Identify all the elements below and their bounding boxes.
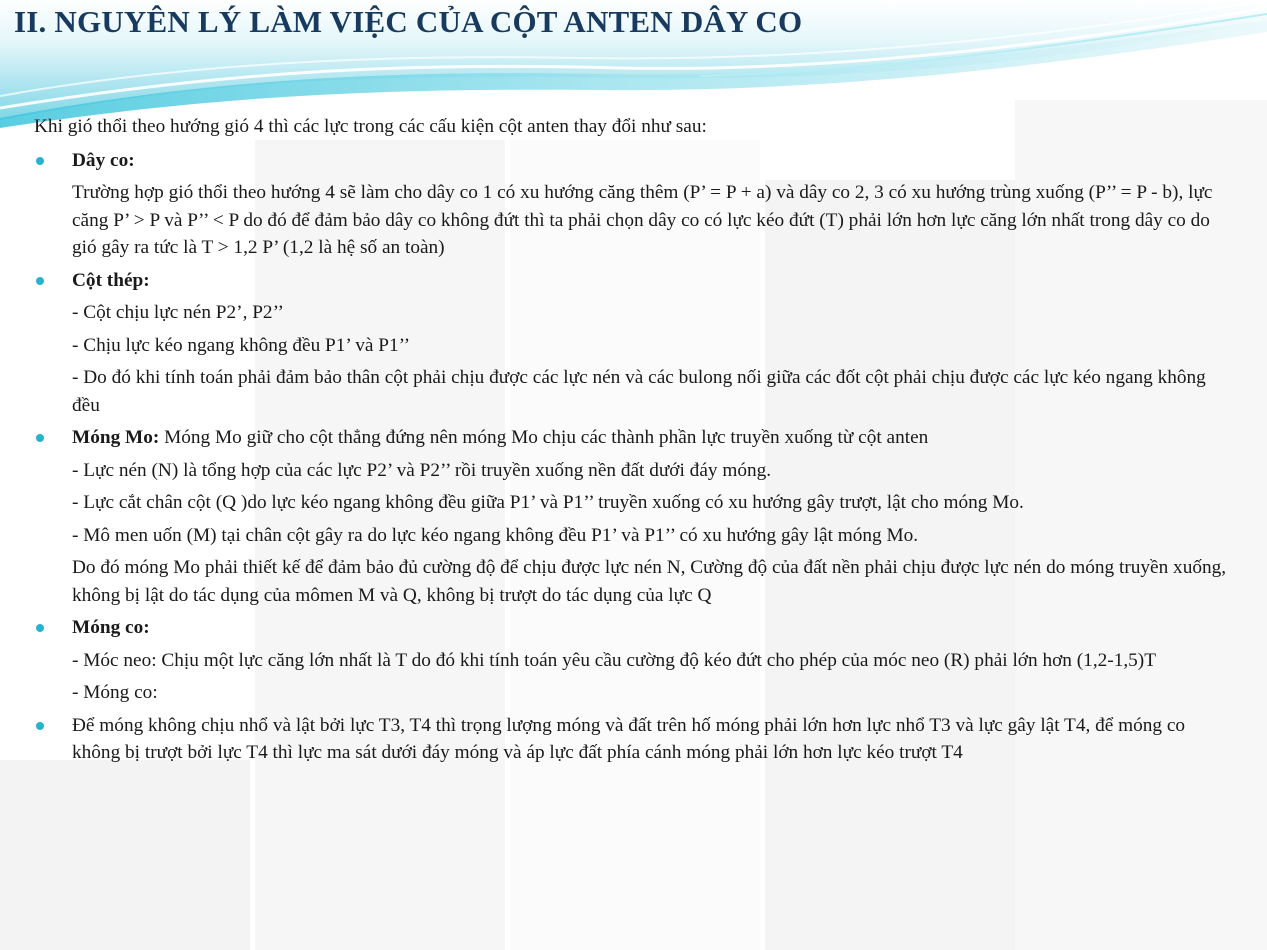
bullet-dot-icon [36, 434, 44, 442]
slide-content [34, 113, 1234, 772]
bullet-last [34, 712, 1234, 767]
mong-mo-item: - Mô men uốn (M) tại chân cột gây ra do lực kéo ngang không đều P1’ và P1’’ có xu hướng gây lật móng Mo. [72, 524, 919, 546]
bullet-dot-icon [36, 157, 44, 165]
mong-mo-lead: Móng Mo giữ cho cột thẳng đứng nên móng Mo chịu các thành phần lực truyền xuống từ cột anten [159, 427, 929, 448]
cot-thep-item: - Do đó khi tính toán phải đảm bảo thân cột phải chịu được các lực nén và các bulong nối giữa các đốt cột phải chịu được các lực kéo ngang không đều [72, 367, 1206, 416]
mong-co-item: - Móc neo: Chịu một lực căng lớn nhất là T do đó khi tính toán yêu cầu cường độ kéo đứt cho phép của móc neo (R) phải lớn hơn (1,2-1,5)T [72, 649, 1156, 671]
last-bullet-text: Để móng không chịu nhổ và lật bởi lực T3, T4 thì trọng lượng móng và đất trên hố móng phải lớn hơn lực nhổ T3 và lực gây lật T4, để móng co không bị trượt bởi lực T4 thì lực ma sát dưới đáy móng và áp lực đất phía cánh móng phải lớn hơn lực kéo trượt T4 [72, 714, 1186, 763]
bullet-label: Dây co: [72, 149, 135, 171]
bullet-dot-icon [36, 722, 44, 730]
mong-mo-item: - Lực cắt chân cột (Q )do lực kéo ngang không đều giữa P1’ và P1’’ truyền xuống có xu hướng gây trượt, lật cho móng Mo. [72, 492, 1024, 513]
bullet-label: Móng co: [72, 617, 150, 638]
intro-text: Khi gió thổi theo hướng gió 4 thì các lực trong các cấu kiện cột anten thay đổi như sau: [34, 116, 707, 137]
bullet-label: Móng Mo: [72, 427, 160, 448]
bullet-dot-icon [36, 277, 44, 285]
bullet-mong-co [34, 614, 1234, 642]
mong-co-item: - Móng co: [72, 682, 158, 703]
day-co-text: Trường hợp gió thổi theo hướng 4 sẽ làm cho dây co 1 có xu hướng căng thêm (P’ = P + a) và dây co 2, 3 có xu hướng trùng xuống (P’’ = P - b), lực căng P’ > P và P’’ < P do đó để đảm bảo dây co không đứt thì ta phải chọn dây co có lực kéo đứt (T) phải lớn hơn lực căng lớn nhất trong dây co do gió gây ra tức là T > 1,2 P’ (1,2 là hệ số an toàn) [72, 182, 1213, 258]
bullet-cot-thep [34, 267, 1234, 295]
mong-mo-item: Do đó móng Mo phải thiết kế để đảm bảo đủ cường độ để chịu được lực nén N, Cường độ của đất nền phải chịu được lực nén do móng truyền xuống, không bị lật do tác dụng của mômen M và Q, không bị trượt do tác dụng của lực Q [72, 557, 1227, 606]
bullet-label: Cột thép: [72, 269, 150, 291]
cot-thep-item: - Cột chịu lực nén P2’, P2’’ [72, 302, 284, 323]
bullet-day-co [34, 147, 1234, 175]
slide-title: II. NGUYÊN LÝ LÀM VIỆC CỦA CỘT ANTEN DÂY CO [14, 4, 803, 39]
bullet-dot-icon [36, 624, 44, 632]
bullet-mong-mo [34, 424, 1234, 452]
mong-mo-item: - Lực nén (N) là tổng hợp của các lực P2’ và P2’’ rồi truyền xuống nền đất dưới đáy móng. [72, 459, 772, 481]
cot-thep-item: - Chịu lực kéo ngang không đều P1’ và P1’’ [72, 334, 410, 356]
